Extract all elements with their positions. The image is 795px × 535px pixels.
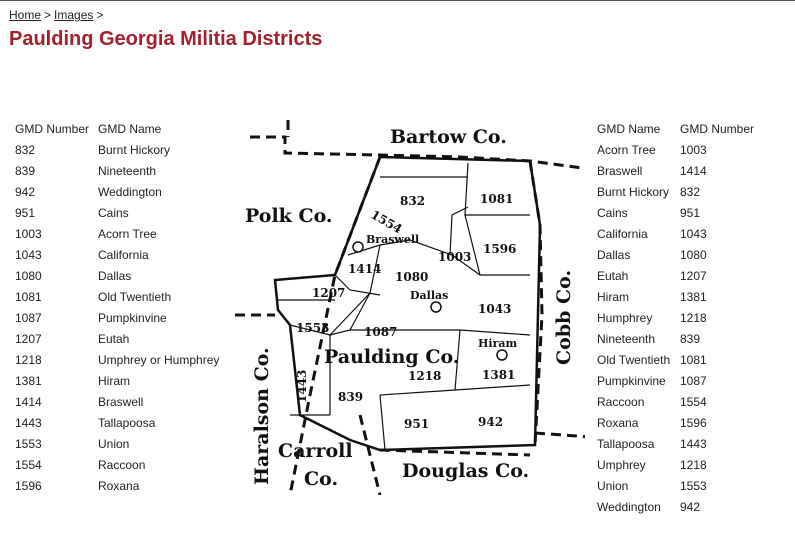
table-cell: Braswell (98, 394, 144, 409)
table-row (597, 496, 754, 517)
district-label-1596: 1596 (483, 242, 517, 256)
county-label-bartow: Bartow Co. (390, 126, 507, 148)
district-label-1218: 1218 (408, 369, 442, 383)
table-cell: Humphrey (597, 310, 653, 325)
town-label-hiram: Hiram (478, 337, 518, 350)
table-cell: 1381 (15, 373, 42, 388)
district-label-951: 951 (404, 417, 430, 431)
table-cell: Eutah (597, 268, 629, 283)
district-label-832: 832 (400, 194, 426, 208)
table-cell: 1414 (15, 394, 42, 409)
district-label-942: 942 (478, 415, 504, 429)
table-row (15, 433, 219, 454)
table-cell: Burnt Hickory (597, 184, 670, 199)
county-label-carroll-co: Co. (304, 468, 339, 490)
table-cell: Roxana (98, 478, 140, 493)
table-cell: Nineteenth (597, 331, 656, 346)
table-cell: Pumpkinvine (98, 310, 167, 325)
table-row (15, 265, 219, 286)
town-label-dallas: Dallas (410, 289, 449, 302)
table-cell: 1080 (680, 247, 707, 262)
table-cell: 1043 (15, 247, 42, 262)
table-cell: Raccoon (597, 394, 645, 409)
table-row (15, 307, 219, 328)
gmd-number-table-body (15, 139, 219, 496)
table-row (597, 328, 754, 349)
table-cell: Union (98, 436, 130, 451)
table-row (15, 181, 219, 202)
table-cell: 1596 (680, 415, 707, 430)
table-row (597, 139, 754, 160)
table-cell: Braswell (597, 163, 643, 178)
county-label-polk: Polk Co. (245, 205, 333, 227)
table-row (15, 244, 219, 265)
table-row (15, 202, 219, 223)
table-cell: Old Twentieth (597, 352, 671, 367)
table-cell: 1553 (680, 478, 707, 493)
table-cell: 839 (680, 331, 701, 346)
table-cell: 832 (680, 184, 701, 199)
page-title: Paulding Georgia Militia Districts (9, 28, 323, 50)
top-border (0, 0, 795, 1)
district-label-1003: 1003 (438, 250, 472, 264)
table-cell: 1414 (680, 163, 707, 178)
table-cell: Eutah (98, 331, 130, 346)
table-row (15, 370, 219, 391)
table-cell: Weddington (98, 184, 162, 199)
county-label-carroll: Carroll (278, 440, 353, 462)
table-cell: Cains (597, 205, 628, 220)
table-cell: 832 (15, 142, 36, 157)
table-cell: 1596 (15, 478, 42, 493)
table-row (597, 307, 754, 328)
table-row (597, 244, 754, 265)
table-cell: 1081 (680, 352, 707, 367)
county-label-paulding: Paulding Co. (324, 346, 460, 368)
table-cell: 1207 (680, 268, 707, 283)
table-cell: 1443 (680, 436, 707, 451)
district-label-1080: 1080 (395, 270, 429, 284)
table-cell: 1218 (15, 352, 42, 367)
table-cell: Pumpkinvine (597, 373, 666, 388)
table-cell: 1554 (15, 457, 42, 472)
breadcrumb-home-link[interactable]: Home (9, 8, 42, 22)
militia-district-map (230, 115, 585, 495)
table-row (15, 223, 219, 244)
hiram-town-marker (497, 350, 507, 360)
breadcrumb-images-link[interactable]: Images (54, 8, 94, 22)
column-header-gmd-name: GMD Name (597, 121, 661, 136)
table-row (597, 454, 754, 475)
table-cell: 1207 (15, 331, 42, 346)
table-row (597, 412, 754, 433)
table-cell: Dallas (597, 247, 631, 262)
table-header-row (15, 118, 219, 139)
table-row (15, 475, 219, 496)
breadcrumb-separator: > (96, 8, 104, 22)
table-cell: 1087 (15, 310, 42, 325)
district-label-1207: 1207 (312, 286, 346, 300)
table-cell: 942 (15, 184, 36, 199)
table-cell: Tallapoosa (98, 415, 156, 430)
table-cell: Hiram (98, 373, 130, 388)
table-cell: Union (597, 478, 629, 493)
table-row (597, 265, 754, 286)
table-row (15, 412, 219, 433)
district-label-839: 839 (338, 390, 364, 404)
table-cell: 1043 (680, 226, 707, 241)
braswell-town-marker (353, 242, 363, 252)
table-cell: 951 (680, 205, 701, 220)
table-cell: Weddington (597, 499, 661, 514)
column-header-gmd-number: GMD Number (680, 121, 755, 136)
table-row (597, 391, 754, 412)
district-label-1381: 1381 (482, 368, 516, 382)
district-label-1081: 1081 (480, 192, 514, 206)
table-cell: Umphrey (597, 457, 646, 472)
district-label-1087: 1087 (364, 325, 398, 339)
gmd-number-table (15, 118, 219, 496)
table-row (597, 475, 754, 496)
table-row (597, 370, 754, 391)
table-cell: Dallas (98, 268, 132, 283)
table-cell: California (98, 247, 149, 262)
table-row (597, 433, 754, 454)
table-cell: Hiram (597, 289, 629, 304)
district-label-1414: 1414 (348, 262, 382, 276)
table-cell: Roxana (597, 415, 639, 430)
table-cell: 1218 (680, 310, 707, 325)
gmd-name-table (597, 118, 754, 517)
table-cell: 1553 (15, 436, 42, 451)
county-labels (245, 126, 575, 490)
table-cell: Raccoon (98, 457, 146, 472)
table-row (597, 349, 754, 370)
table-row (15, 328, 219, 349)
gmd-name-table-body (597, 139, 754, 517)
table-cell: 951 (15, 205, 36, 220)
table-cell: 1218 (680, 457, 707, 472)
table-cell: Tallapoosa (597, 436, 655, 451)
table-cell: 1081 (15, 289, 42, 304)
county-label-douglas: Douglas Co. (402, 460, 530, 482)
column-header-gmd-name: GMD Name (98, 121, 162, 136)
table-cell: 1381 (680, 289, 707, 304)
table-cell: Old Twentieth (98, 289, 172, 304)
district-label-1554: 1554 (368, 207, 405, 237)
table-row (597, 160, 754, 181)
table-cell: Acorn Tree (597, 142, 656, 157)
table-cell: Acorn Tree (98, 226, 157, 241)
table-row (15, 286, 219, 307)
district-label-1443: 1443 (295, 369, 309, 403)
breadcrumb-separator: > (44, 8, 52, 22)
table-cell: Umphrey or Humphrey (98, 352, 220, 367)
table-cell: 1554 (680, 394, 707, 409)
table-header-row (597, 118, 754, 139)
table-cell: Cains (98, 205, 129, 220)
table-row (15, 349, 219, 370)
county-label-haralson: Haralson Co. (251, 347, 273, 485)
table-row (15, 454, 219, 475)
table-row (597, 181, 754, 202)
table-cell: Nineteenth (98, 163, 157, 178)
column-header-gmd-number: GMD Number (15, 121, 90, 136)
table-row (597, 202, 754, 223)
dallas-town-marker (431, 302, 441, 312)
table-cell: California (597, 226, 648, 241)
table-row (15, 160, 219, 181)
table-cell: 1080 (15, 268, 42, 283)
table-row (15, 391, 219, 412)
table-cell: 1003 (15, 226, 42, 241)
table-cell: 942 (680, 499, 701, 514)
town-label-braswell: Braswell (366, 233, 420, 246)
table-cell: 839 (15, 163, 36, 178)
table-cell: 1087 (680, 373, 707, 388)
county-label-cobb: Cobb Co. (553, 269, 575, 365)
table-cell: Burnt Hickory (98, 142, 171, 157)
table-row (597, 223, 754, 244)
district-label-1553: 1553 (296, 321, 330, 335)
district-label-1043: 1043 (478, 302, 512, 316)
table-row (597, 286, 754, 307)
breadcrumb (9, 8, 106, 22)
table-cell: 1443 (15, 415, 42, 430)
table-row (15, 139, 219, 160)
table-cell: 1003 (680, 142, 707, 157)
